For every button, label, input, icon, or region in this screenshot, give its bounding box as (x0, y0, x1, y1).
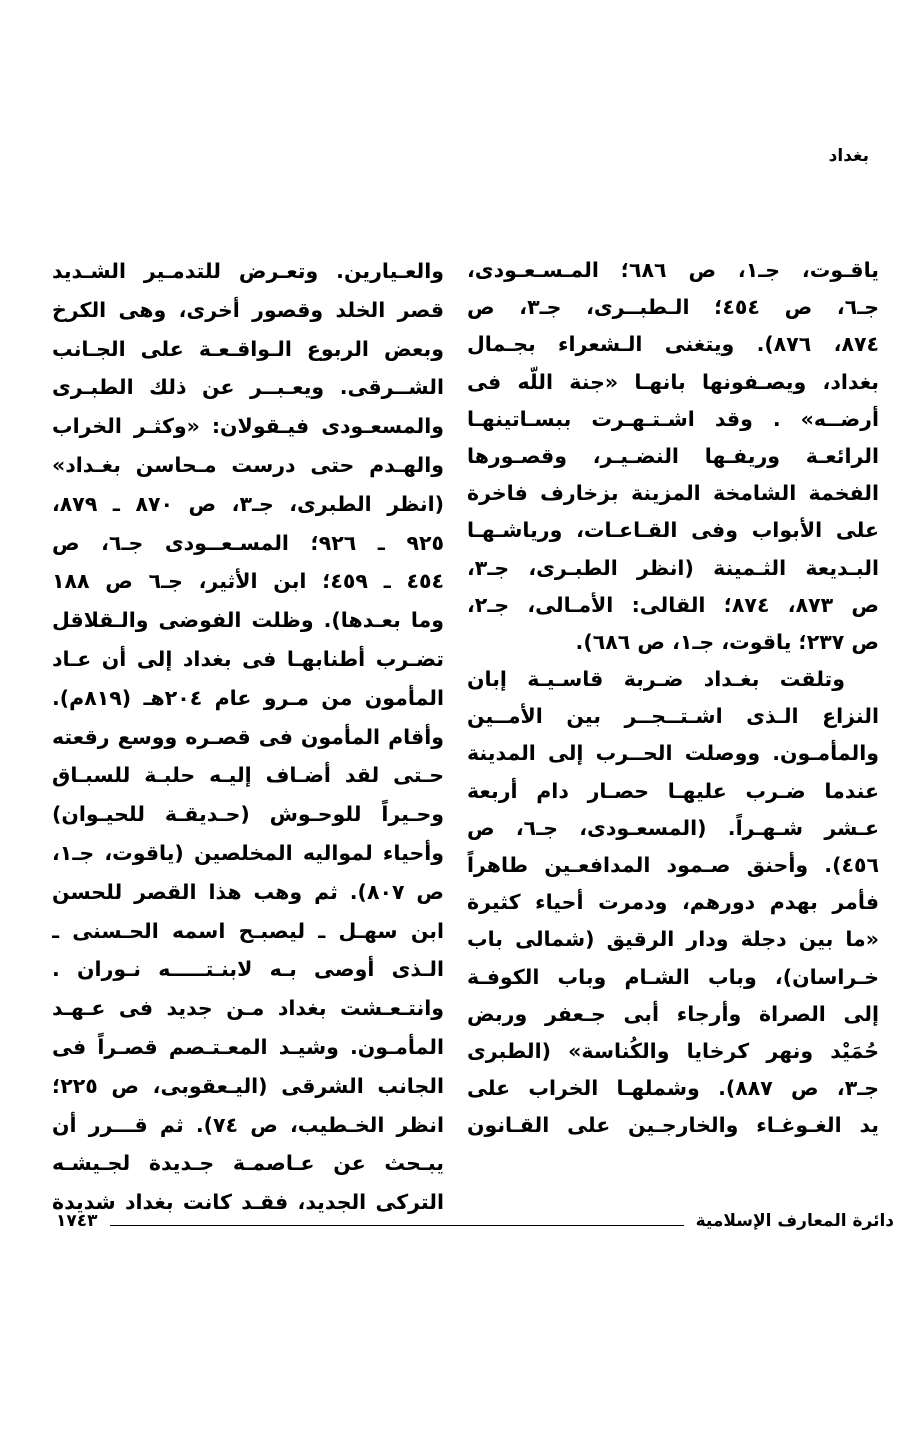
text-line: الـذى أوصى بـه لابنـتـــــه نـوران . (52, 957, 444, 982)
text-line: ٩٢٥ ـ ٩٢٦؛ المسـعــودى جـ٦، ص (52, 530, 444, 555)
text-line: ص ٨٠٧). ثم وهب هذا القصر للحسن (52, 879, 444, 904)
text-line: انظر الخـطيب، ص ٧٤). ثم قـــرر أن (52, 1112, 444, 1137)
text-line: يد الغـوغـاء والخارجـين على القـانون (467, 1113, 879, 1138)
text-line: فأمر بهدم دورهم، ودمرت أحياء كثيرة (467, 890, 879, 915)
publication-title: دائرة المعارف الإسلامية (695, 1211, 894, 1231)
text-line: والمسعـودى فيـقولان: «وكثـر الخراب (52, 414, 444, 439)
text-line: وحـيراً للوحـوش (حـديقـة للحيـوان) (52, 802, 444, 827)
text-line: الفخمة الشامخة المزينة بزخارف فاخرة (467, 481, 879, 506)
text-line: وأقام المأمون فى قصـره ووسع رقعته (52, 724, 444, 749)
text-line: بغداد، ويصـفونها بانهـا «جنة اللّه فى (467, 369, 879, 394)
text-line: وانتـعـشت بغداد مـن جديد فى عـهـد (52, 996, 444, 1021)
text-line: إلى الصراة وأرجاء أبى جـعفر وربض (467, 1001, 879, 1026)
text-line: والعـيارين. وتعـرض للتدمـير الشـديد (52, 259, 444, 283)
text-line: وما بعـدها). وظلت الفوضى والـقلاقل (52, 608, 444, 633)
text-line: الجانب الشرقى (اليـعقوبى، ص ٢٢٥؛ (52, 1073, 444, 1098)
text-line: قصر الخلد وقصور أخرى، وهى الكرخ (52, 297, 444, 322)
text-line: البـديعة الثـمينة (انظر الطبـرى، جـ٣، (467, 555, 879, 580)
text-line: والمأمـون. ووصلت الحــرب إلى المدينة (467, 741, 879, 766)
text-line: أرضــه» . وقد اشـتـهـرت ببسـاتينهـا (467, 406, 879, 431)
text-line: (انظر الطبرى، جـ٣، ص ٨٧٠ ـ ٨٧٩، (52, 491, 444, 516)
text-line: المأمـون. وشيـد المعـتـصم قصـراً فى (52, 1034, 444, 1059)
text-line: عندما ضـرب عليهـا حصـار دام أربعة (467, 778, 879, 803)
text-line: «ما بين دجلة ودار الرقيق (شمالى باب (467, 927, 879, 952)
text-line: جـ٣، ص ٨٨٧). وشملهـا الخراب على (467, 1076, 879, 1101)
text-line: عـشر شـهـراً. (المسعـودى، جـ٦، ص (467, 815, 879, 840)
text-line: وبعض الربوع الـواقـعـة على الجـانب (52, 336, 444, 361)
text-line: ابن سهـل ـ ليصبـح اسمه الحـسنى ـ (52, 918, 444, 943)
text-line: جـ٦، ص ٤٥٤؛ الـطبــرى، جـ٣، ص (467, 295, 879, 320)
footer-rule (110, 1225, 684, 1226)
text-line: ص ٢٣٧؛ ياقوت، جـ١، ص ٦٨٦). (575, 629, 879, 654)
text-line: الشــرقى. ويعـبــر عن ذلك الطبـرى (52, 375, 444, 400)
running-header: بغداد (828, 146, 869, 166)
text-line: ياقـوت، جـ١، ص ٦٨٦؛ المـسـعـودى، (467, 258, 879, 282)
text-line: تضـرب أطنابهـا فى بغداد إلى أن عـاد (52, 646, 444, 671)
text-line: ٨٧٤، ٨٧٦). ويتغنى الـشعراء بجـمال (467, 332, 879, 357)
right-column (467, 252, 879, 1145)
page-number: ١٧٤٣ (56, 1211, 98, 1231)
text-line: على الأبواب وفى القـاعـات، ورياشـهـا (467, 518, 879, 543)
text-line: حـتى لقد أضـاف إليـه حلبـة للسبـاق (52, 763, 444, 788)
page-footer (56, 1206, 894, 1236)
text-line: والهـدم حتى درست مـحاسن بغـداد» (52, 452, 444, 477)
text-line: وتلقت بغـداد ضـربة قاسـيـة إبان (467, 667, 845, 692)
text-line: الرائعـة وريفـها النضـيـر، وقصـورها (467, 443, 879, 468)
text-line: حُمَيْد ونهر كرخايا والكُناسة» (الطبرى (467, 1038, 879, 1063)
text-line: النزاع الـذى اشـتــجــر بين الأمــين (467, 704, 879, 729)
text-line: المأمون من مـرو عام ٢٠٤هـ (٨١٩م). (52, 685, 444, 710)
text-line: خـراسان)، وباب الشـام وباب الكوفـة (467, 964, 879, 989)
text-line: التركى الجديد، فقـد كانت بغداد شديدة (52, 1190, 444, 1215)
text-line: وأحياء لمواليه المخلصين (ياقوت، جـ١، (52, 840, 444, 865)
text-line: ٤٥٦). وأحنق صـمود المدافعـين طاهراً (467, 853, 879, 877)
left-column (52, 252, 444, 1222)
text-line: ٤٥٤ ـ ٤٥٩؛ ابن الأثير، جـ٦ ص ١٨٨ (52, 569, 444, 594)
text-line: يبـحث عن عـاصمـة جـديدة لجـيشـه (52, 1151, 444, 1176)
text-line: ص ٨٧٣، ٨٧٤؛ القالى: الأمـالى، جـ٢، (467, 592, 879, 617)
